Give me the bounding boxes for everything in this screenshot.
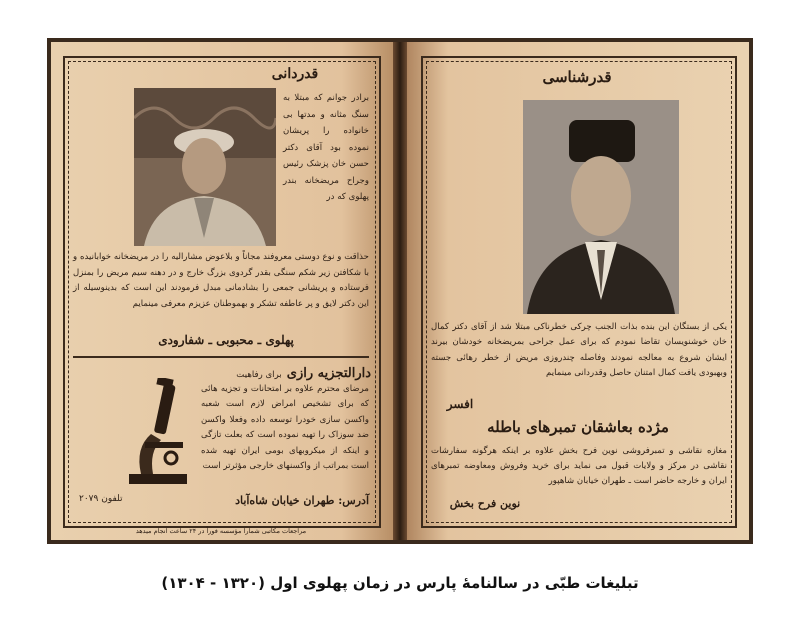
image-caption: تبلیغات طبّی در سالنامهٔ پارس در زمان پهلوی اول (۱۳۲۰ - ۱۳۰۴) <box>161 574 639 592</box>
microscope-illustration <box>121 378 195 488</box>
lab-title-suffix: برای رفاهیت <box>236 370 282 380</box>
section-divider <box>73 356 369 358</box>
right-body-text: یکی از بستگان این بنده بذات الجنب چرکی خطرناکی مبتلا شد از آقای دکتر کمال خان خوشنویسان تقاضا نمودم که برای عمل جراحی بمریضخانه خودشان بیرند ایشان شروع به معالجه نمودند وفاصله چندروزی مریض از خطر رهائی جسته وبهبودی یافت کمال امتنان حاصل وقدردانی مینمایم <box>431 322 727 379</box>
left-intro-text: برادر جوانم که مبتلا به سنگ مثانه و مدتها بی خانواده را پریشان نموده بود آقای دکتر حسن خان پزشک رئیس وجراح مریضخانه بندر پهلوی که در <box>283 93 369 202</box>
right-page-title: قدرشناسی <box>542 68 612 86</box>
lab-title: دارالتجزیه رازی <box>286 366 371 381</box>
lab-phone: تلفون ۲۰۷۹ <box>79 494 123 504</box>
left-footer-note: مراجعات مکاتبی شمارا مؤسسه فوراً در ۲۴ ساعت انجام میدهد <box>135 527 307 535</box>
lab-heading-row <box>187 362 371 381</box>
left-page-title: قدردانی <box>271 66 319 82</box>
lab-address: آدرس: طهران خیابان شاه‌آباد <box>235 494 369 507</box>
lab-body-text: مرضای محترم علاوه بر امتحانات و تجزیه هائی که برای تشخیص امراض لازم است شعبه واکسن سازی خودرا توسعه داده وفعلا واکسن ضد سوزاک را تهیه نموده است که بعلت تازگی و اینکه از میکروبهای بومی ایران تهیه شده است بمراتب از واکسنهای خارجی مؤثرتر است <box>201 384 369 472</box>
lab-contact-row <box>79 494 369 507</box>
stamps-ad-title: مژده بعاشقان تمبرهای باطله <box>487 418 669 436</box>
shop-name: نوین فرح بخش <box>449 497 521 510</box>
book-spine <box>393 42 407 540</box>
stamps-ad-body: مغازه نقاشی و تمبرفروشی نوین فرح بخش علاوه بر اینکه هرگونه سفارشات نقاشی در مرکز و ولایات قبول می نماید برای خرید وفروش ومعاوضه تمبرهای ایران و خارجه حاضر است ـ طهران خیابان شاهپور <box>431 446 727 487</box>
book-scan <box>47 38 753 544</box>
portrait-photo-right <box>523 100 679 314</box>
left-body-text: حذاقت و نوع دوستی معروفند مجاناً و بلاعوض مشارالیه را در مریضخانه خوابانیده و با شکافتن زیر شکم سنگی بقدر گردوی بزرگ خارج و در دهنه سیم مریض را بمنزل فرستاده و پریشانی جمعی را بشادمانی مبدل فرمودند این است که بدینوسیله از این دکتر لایق و پر عاطفه تشکر و بهموطنان عزیزم معرفی مینمایم <box>73 252 369 309</box>
left-page <box>51 42 393 540</box>
left-signature: پهلوی ـ محبوبی ـ شفارودی <box>158 333 294 347</box>
right-signature: افسر <box>446 397 474 411</box>
portrait-photo-left <box>134 88 276 246</box>
right-page <box>407 42 749 540</box>
